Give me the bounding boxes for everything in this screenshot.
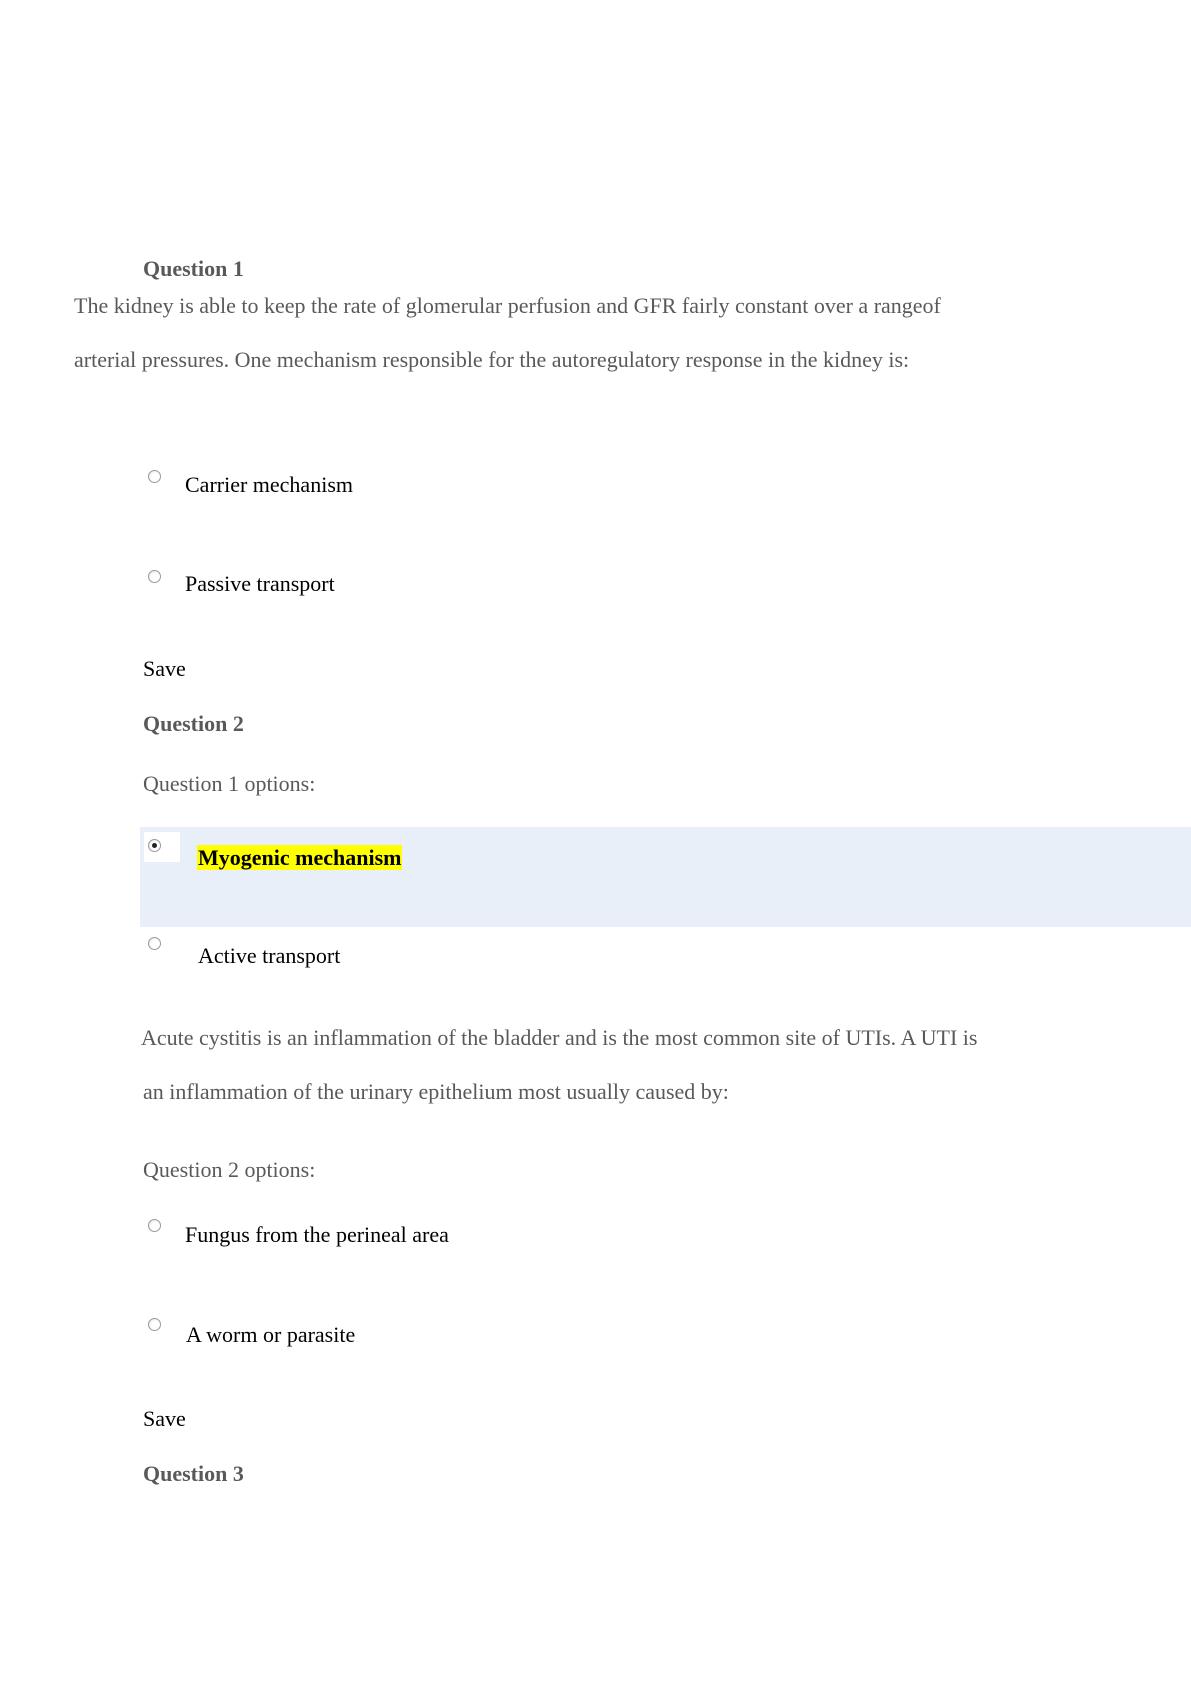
option-passive-transport[interactable]: Passive transport [185,571,335,596]
radio-active-transport[interactable] [148,937,161,950]
option-fungus[interactable]: Fungus from the perineal area [185,1222,449,1247]
question-2-text-line-1: Acute cystitis is an inflammation of the bladder and is the most common site of UTIs. A UTI is [141,1025,978,1050]
question-2-text-line-2: an inflammation of the urinary epithelium most usually caused by: [143,1079,729,1104]
radio-worm-parasite[interactable] [148,1318,161,1331]
radio-carrier-mechanism[interactable] [148,470,161,483]
question-1-text-line-1: The kidney is able to keep the rate of glomerular perfusion and GFR fairly constant over a rangeof [74,293,941,318]
question-2-options-label: Question 2 options: [143,1157,316,1182]
option-carrier-mechanism[interactable]: Carrier mechanism [185,472,353,497]
radio-passive-transport[interactable] [148,570,161,583]
save-button-1[interactable]: Save [143,656,186,681]
radio-fungus[interactable] [148,1219,161,1232]
radio-myogenic-mechanism[interactable] [148,839,161,852]
selected-option-band [140,827,1191,927]
option-myogenic-mechanism[interactable] [197,845,402,871]
question-2-title: Question 2 [143,711,244,736]
question-1-options-label: Question 1 options: [143,771,316,796]
option-active-transport[interactable]: Active transport [198,943,341,968]
save-button-2[interactable]: Save [143,1406,186,1431]
selected-option-label: Myogenic mechanism [198,845,402,870]
question-1-title: Question 1 [143,256,244,281]
option-worm-parasite[interactable]: A worm or parasite [186,1322,356,1347]
question-3-title: Question 3 [143,1461,244,1486]
question-1-text-line-2: arterial pressures. One mechanism responsible for the autoregulatory response in the kidney is: [74,347,910,372]
